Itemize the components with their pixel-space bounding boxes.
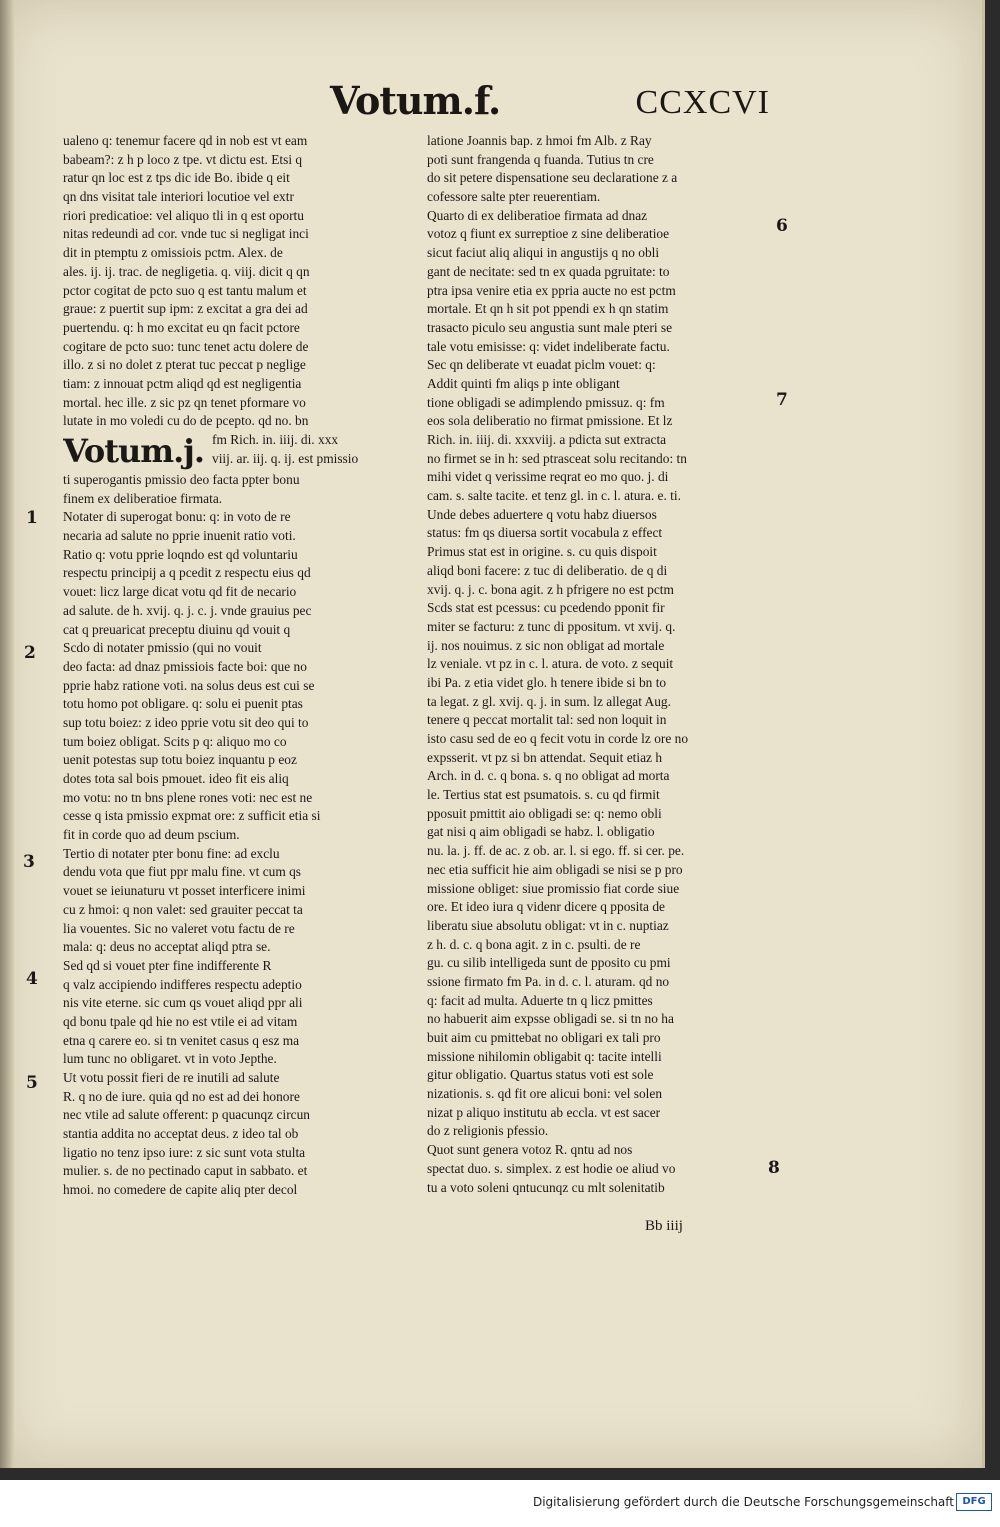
text-line: respectu principij a q pcedit z respectu eius qd — [63, 565, 311, 581]
text-line: vouet se ieiunaturu vt posset interficere inimi — [63, 883, 306, 899]
text-line: Quot sunt genera votoz R. qntu ad nos — [427, 1142, 633, 1158]
text-line: qd bonu tpale qd hie no est vtile ei ad vitam — [63, 1013, 298, 1029]
margin-number: 4 — [26, 969, 38, 989]
text-line: eos sola deliberatio no firmat pmissione. Et lz — [427, 413, 673, 429]
text-line: nis vite eterne. sic cum qs vouet aliqd ppr ali — [63, 995, 303, 1011]
text-line: necaria ad salute no pprie inuenit ratio voti. — [63, 528, 296, 544]
text-line: tenere q peccat mortalit tal: sed non loquit in — [427, 712, 667, 728]
text-line: ibi Pa. z etia videt glo. h tenere ibide si bn to — [427, 674, 667, 690]
text-line: ij. nos nouimus. z sic non obligat ad mortale — [427, 637, 665, 653]
text-line: totu homo pot obligare. q: solu ei puenit ptas — [63, 696, 303, 712]
text-line: riori predicatioe: vel aliquo tli in q est oportu — [63, 207, 304, 223]
text-line: sup totu boiez: z ideo pprie votu sit deo qui to — [63, 714, 309, 730]
text-line: no firmet se in h: sed ptrasceat solu recitando: tn — [427, 450, 687, 466]
text-line: ore. Et ideo iura q videnr dicere q pposita de — [427, 899, 665, 915]
text-line: dit in ptemptu z omissiois pctm. Alex. de — [63, 245, 283, 261]
text-line: vouet: licz large dicat votu qd fit de necario — [63, 584, 297, 600]
text-line: do z religionis pfessio. — [427, 1123, 549, 1139]
text-line: Scdo di notater pmissio (qui no vouit — [63, 640, 262, 656]
text-line: Addit quinti fm aliqs p inte obligant — [427, 375, 620, 391]
text-line: cam. s. salte tacite. et tenz gl. in c. l. atura. e. ti. — [427, 488, 681, 504]
text-line: ratur qn loc est z tps dic ide Bo. ibide q eit — [63, 170, 290, 186]
text-line: dotes tota sal bois pmouet. ideo fit eis aliq — [63, 771, 289, 786]
text-line: Scds stat est pcessus: cu pcedendo pponit fir — [427, 600, 665, 616]
text-line: nec etia sufficit hie aim obligadi se nisi se p pro — [427, 861, 683, 877]
text-line: do sit petere dispensatione seu declaratione z a — [427, 170, 678, 186]
text-line: ualeno q: tenemur facere qd in nob est vt eam — [63, 133, 308, 148]
text-column-left — [63, 132, 423, 1200]
text-line: mortale. Et qn h sit pot ppendi ex h qn statim — [427, 301, 669, 317]
text-line: ta legat. z gl. xvij. q. j. in sum. lz allegat Aug. — [427, 693, 671, 709]
text-line: votoz q fiunt ex surreptioe z sine deliberatioe — [427, 226, 670, 242]
section-heading-citation — [212, 431, 358, 468]
margin-number: 1 — [26, 508, 38, 528]
text-line: nizat p aliquo institutu ab eccla. vt est sacer — [427, 1104, 661, 1120]
text-line: xvij. q. j. c. bona agit. z h pfrigere no est pctm — [427, 581, 674, 597]
margin-number: 2 — [24, 643, 36, 663]
text-line: mortal. hec ille. z sic pz qn tenet pformare vo — [63, 394, 306, 410]
text-line: liberatu siue absolutu obligat: vt in c. nuptiaz — [427, 917, 669, 933]
text-line: nec vtile ad salute offerent: p quacunqz circun — [63, 1107, 311, 1123]
text-line: Quarto di ex deliberatioe firmata ad dnaz — [427, 207, 648, 223]
text-line: babeam?: z h p loco z tpe. vt dictu est. Etsi q — [63, 151, 303, 167]
text-line: latione Joannis bap. z hmoi fm Alb. z Ray — [427, 133, 652, 148]
text-line: Unde debes aduertere q votu habz diuersos — [427, 506, 657, 522]
text-line: Rich. in. iiij. di. xxxviij. a pdicta sut extracta — [427, 432, 667, 447]
text-line: stantia addita no acceptat deus. z ideo tal ob — [63, 1126, 299, 1142]
text-line: le. Tertius stat est psumatois. s. cu qd firmit — [427, 787, 660, 803]
margin-number: 8 — [768, 1158, 780, 1178]
text-line: graue: z puertit sup ipm: z excitat a gra dei ad — [63, 301, 308, 317]
margin-number: 7 — [776, 390, 788, 410]
text-line: spectat duo. s. simplex. z est hodie oe aliud vo — [427, 1160, 676, 1176]
text-line: ti superogantis pmissio deo facta ppter bonu — [63, 472, 300, 487]
text-line: Sed qd si vouet pter fine indifferente R — [63, 957, 272, 973]
text-line: hmoi. no comedere de capite aliq pter decol — [63, 1182, 298, 1198]
text-line: tale votu emisisse: q: videt indeliberate factu. — [427, 338, 670, 354]
text-line: R. q no de iure. quia qd no est ad dei honore — [63, 1088, 300, 1104]
text-line: gat nisi q aim obligadi se habz. l. obligatio — [427, 824, 655, 840]
text-line: pposuit pmittit aio obligadi se: q: nemo obli — [427, 805, 662, 821]
text-line: Ut votu possit fieri de re inutili ad salute — [63, 1070, 280, 1085]
margin-number: 3 — [23, 852, 35, 872]
text-line: uenit potestas sup totu boiez inquantu p eoz — [63, 752, 297, 768]
text-line: lum tunc no obligaret. vt in voto Jepthe. — [63, 1051, 277, 1067]
text-line: trasacto piculo seu angustia sunt male pteri se — [427, 319, 673, 335]
text-line: poti sunt frangenda q fuanda. Tutius tn cre — [427, 151, 654, 167]
text-line: mo votu: no tn bns plene rones voti: nec est ne — [63, 789, 313, 805]
section-heading-label: Votum.j. — [63, 432, 204, 470]
text-line: fit in corde quo ad deum pscium. — [63, 827, 240, 843]
text-line: miter se facturu: z tunc di ppositum. vt xvij. q. — [427, 618, 676, 634]
text-line: nitas redeundi ad cor. vnde tuc si negligat inci — [63, 226, 309, 242]
text-line: mala: q: deus no acceptat aliqd ptra se. — [63, 939, 271, 955]
text-line: gant de necitate: sed tn ex quada pgruitate: to — [427, 263, 670, 279]
text-line: ssione firmato fm Pa. in d. c. l. aturam. qd no — [427, 973, 670, 989]
text-line: gitur obligatio. Quartus status voti est sole — [427, 1067, 654, 1083]
text-line: lz veniale. vt pz in c. l. atura. de voto. z sequit — [427, 656, 674, 672]
footer-bar — [0, 1480, 1000, 1527]
text-line: lia vouentes. Sic no valeret votu factu de re — [63, 920, 295, 936]
text-line: mihi videt q verissime reqrat eo mo quo. j. di — [427, 469, 669, 485]
text-line: nu. la. j. ff. de ac. z ob. ar. l. si ego. ff. si cer. pe. — [427, 843, 685, 859]
text-line: Tertio di notater pter bonu fine: ad exclu — [63, 845, 280, 861]
text-line: buit aim cu pmittebat no obligari ex tali pro — [427, 1030, 661, 1045]
text-line: q: facit ad multa. Aduerte tn q licz pmittes — [427, 992, 653, 1008]
text-line: ligatio no tenz ipso iure: z sic sunt vota stulta — [63, 1144, 306, 1160]
text-line: deo facta: ad dnaz pmissiois facte boi: que no — [63, 658, 307, 674]
page-gutter — [0, 0, 14, 1468]
text-line: isto casu sed de eo q fecit votu in corde lz ore no — [427, 731, 689, 746]
text-line: tione obligadi se adimplendo pmissuz. q: fm — [427, 394, 665, 410]
text-line: lutate in mo voledi cu do de pcepto. qd no. bn — [63, 413, 309, 429]
text-line: ptra ipsa venire etia ex ppria aucte no est pctm — [427, 282, 676, 298]
text-line: cofessore salte pter reuerentiam. — [427, 189, 601, 205]
text-line: q valz accipiendo indifferes respectu adeptio — [63, 976, 302, 992]
text-line: illo. z si no dolet z pterat tuc peccat p neglige — [63, 357, 306, 373]
text-line: Notater di superogat bonu: q: in voto de re — [63, 509, 291, 525]
text-line: ales. ij. ij. trac. de negligetia. q. viij. dicit q qn — [63, 263, 310, 279]
text-line: pctor cogitat de pcto suo q est tantu malum et — [63, 282, 307, 298]
text-line: status: fm qs diuersa sortit vocabula z effect — [427, 525, 663, 541]
text-line: cogitare de pcto suo: tunc tenet actu dolere de — [63, 338, 309, 354]
text-line: aliqd boni facere: z tuc di deliberatio. de q di — [427, 562, 668, 578]
text-line: cat q preuaricat preceptu diuinu qd vouit q — [63, 621, 291, 637]
text-line: pprie habz ratione voti. na solus deus est cui se — [63, 677, 315, 693]
text-line: missione nihilomin obligabit q: tacite intelli — [427, 1048, 662, 1064]
citation-line: fm Rich. in. iiij. di. xxx — [212, 432, 339, 447]
text-line: Ratio q: votu pprie loqndo est qd voluntariu — [63, 546, 298, 562]
text-line: nizationis. s. qd fit ore alicui boni: vel solen — [427, 1086, 663, 1102]
text-line: cu z hmoi: q non valet: sed grauiter peccat ta — [63, 901, 303, 917]
text-column-right — [427, 132, 787, 1197]
text-line: mulier. s. de no pectinado caput in sabbato. et — [63, 1163, 308, 1179]
citation-line: viij. ar. iij. q. ij. est pmissio — [212, 450, 359, 466]
text-line: expsserit. vt pz si bn attendat. Sequit etiaz h — [427, 749, 663, 765]
text-line: z h. d. c. q bona agit. z in c. psulti. de re — [427, 936, 641, 952]
signature-mark: Bb iiij — [645, 1218, 683, 1234]
running-head: Votum.f. — [330, 78, 501, 123]
text-line: gu. cu silib intelligeda sunt de pposito cu pmi — [427, 955, 671, 971]
dfg-logo: DFG — [956, 1493, 992, 1511]
text-line: tu a voto soleni qntucunqz cu mlt solenitatib — [427, 1179, 665, 1195]
text-line: etna q carere eo. si tn venitet casus q esz ma — [63, 1032, 300, 1048]
section-heading — [63, 431, 423, 471]
text-line: missione obliget: siue promissio fiat corde siue — [427, 880, 680, 896]
text-line: finem ex deliberatioe firmata. — [63, 490, 223, 506]
margin-number: 5 — [26, 1073, 38, 1093]
text-line: qn dns visitat tale interiori locutioe vel extr — [63, 189, 294, 205]
text-line: Primus stat est in origine. s. cu quis dispoit — [427, 544, 657, 560]
margin-number: 6 — [776, 216, 788, 236]
text-line: cesse q ista pmissio expmat ore: z sufficit etia si — [63, 808, 321, 824]
text-line: tiam: z innouat pctm aliqd qd est negligentia — [63, 375, 302, 391]
text-line: ad salute. de h. xvij. q. j. c. j. vnde grauius pec — [63, 602, 312, 618]
text-line: puertendu. q: h mo excitat eu qn facit pctore — [63, 319, 300, 335]
text-line: dendu vota que fiut ppr malu fine. vt cum qs — [63, 864, 302, 880]
page-header — [330, 78, 770, 128]
text-line: tum boiez obligat. Scits p q: aliquo mo co — [63, 733, 287, 749]
text-line: sicut faciut aliq aliqui in angustijs q no obli — [427, 245, 660, 261]
funding-notice: Digitalisierung gefördert durch die Deutsche Forschungsgemeinschaft — [532, 1495, 954, 1509]
text-line: Arch. in d. c. q bona. s. q no obligat ad morta — [427, 768, 670, 784]
folio-number: CCXCVI — [635, 84, 770, 121]
text-line: no habuerit aim expsse obligadi se. si tn no ha — [427, 1011, 674, 1027]
text-line: Sec qn deliberate vt euadat piclm vouet: q: — [427, 357, 656, 373]
